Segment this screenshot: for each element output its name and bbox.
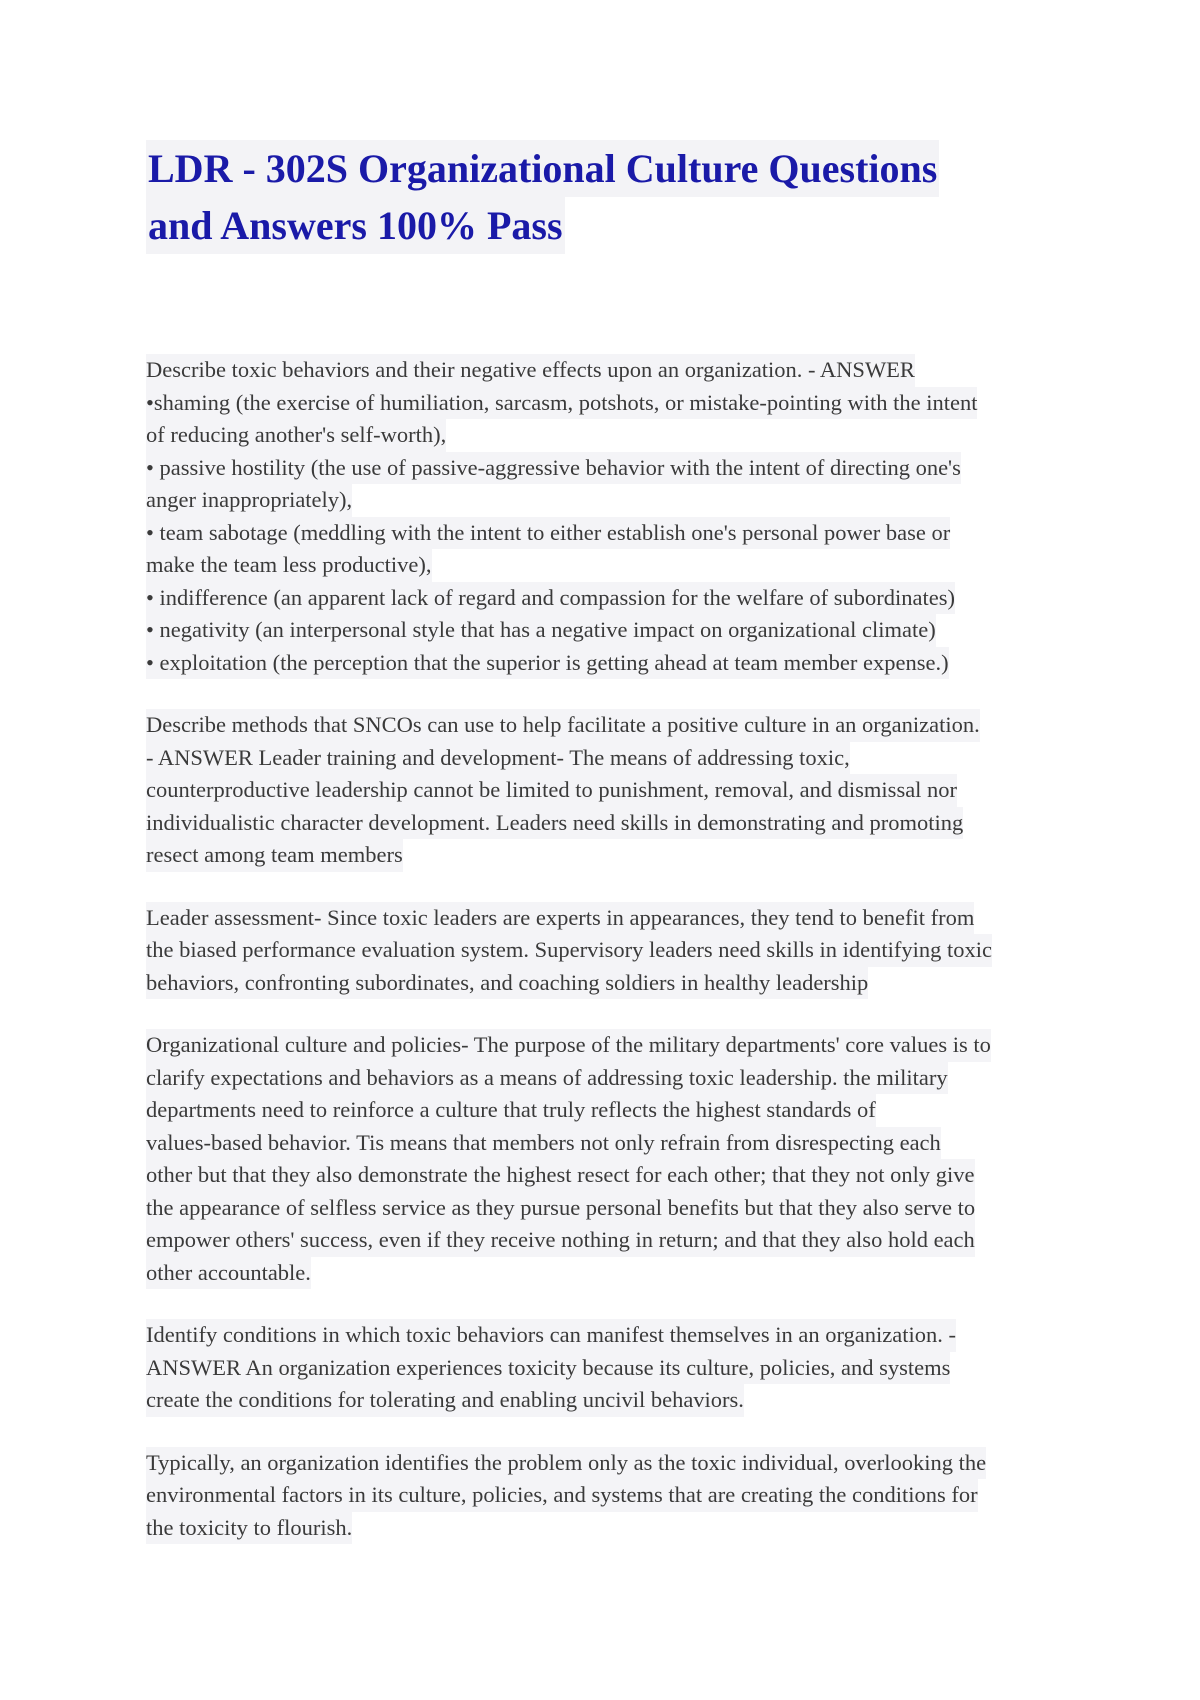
qa-paragraph xyxy=(146,709,1081,872)
text-line: • passive hostility (the use of passive-aggressive behavior with the intent of directing one's xyxy=(146,452,961,485)
text-line: Describe methods that SNCOs can use to help facilitate a positive culture in an organization. xyxy=(146,709,980,742)
text-line: - ANSWER Leader training and development- The means of addressing toxic, xyxy=(146,742,850,775)
text-line: counterproductive leadership cannot be limited to punishment, removal, and dismissal nor xyxy=(146,774,957,807)
text-line: Leader assessment- Since toxic leaders are experts in appearances, they tend to benefit from xyxy=(146,902,974,935)
text-line: the toxicity to flourish. xyxy=(146,1512,352,1545)
text-line: •shaming (the exercise of humiliation, sarcasm, potshots, or mistake-pointing with the intent xyxy=(146,387,977,420)
text-line: environmental factors in its culture, policies, and systems that are creating the conditions for xyxy=(146,1479,978,1512)
text-line: Identify conditions in which toxic behaviors can manifest themselves in an organization. - xyxy=(146,1319,956,1352)
qa-paragraph xyxy=(146,354,1081,679)
qa-paragraph xyxy=(146,1029,1081,1289)
text-line: empower others' success, even if they receive nothing in return; and that they also hold each xyxy=(146,1224,975,1257)
document-body xyxy=(146,354,1081,1574)
text-line: • negativity (an interpersonal style that has a negative impact on organizational climate) xyxy=(146,614,936,647)
qa-paragraph xyxy=(146,1319,1081,1417)
text-line: the appearance of selfless service as they pursue personal benefits but that they also serve to xyxy=(146,1192,975,1225)
text-line: • indifference (an apparent lack of regard and compassion for the welfare of subordinates) xyxy=(146,582,955,615)
text-line: Organizational culture and policies- The purpose of the military departments' core values is to xyxy=(146,1029,991,1062)
text-line: ANSWER An organization experiences toxicity because its culture, policies, and systems xyxy=(146,1352,950,1385)
text-line: individualistic character development. Leaders need skills in demonstrating and promoting xyxy=(146,807,963,840)
text-line: other but that they also demonstrate the highest resect for each other; that they not only give xyxy=(146,1159,975,1192)
text-line: make the team less productive), xyxy=(146,549,432,582)
text-line: • exploitation (the perception that the superior is getting ahead at team member expense.) xyxy=(146,647,949,680)
text-line: values-based behavior. Tis means that members not only refrain from disrespecting each xyxy=(146,1127,941,1160)
qa-paragraph xyxy=(146,1447,1081,1545)
text-line: clarify expectations and behaviors as a means of addressing toxic leadership. the military xyxy=(146,1062,948,1095)
text-line: departments need to reinforce a culture that truly reflects the highest standards of xyxy=(146,1094,876,1127)
text-line: anger inappropriately), xyxy=(146,484,352,517)
text-line: other accountable. xyxy=(146,1257,311,1290)
title-line-2: and Answers 100% Pass xyxy=(146,197,565,254)
text-line: create the conditions for tolerating and enabling uncivil behaviors. xyxy=(146,1384,744,1417)
text-line: the biased performance evaluation system. Supervisory leaders need skills in identifying toxic xyxy=(146,934,992,967)
page-title xyxy=(146,140,1046,254)
text-line: behaviors, confronting subordinates, and coaching soldiers in healthy leadership xyxy=(146,967,868,1000)
text-line: resect among team members xyxy=(146,839,403,872)
text-line: • team sabotage (meddling with the intent to either establish one's personal power base or xyxy=(146,517,950,550)
text-line: of reducing another's self-worth), xyxy=(146,419,446,452)
title-line-1: LDR - 302S Organizational Culture Questions xyxy=(146,140,939,197)
qa-paragraph xyxy=(146,902,1081,1000)
text-line: Describe toxic behaviors and their negative effects upon an organization. - ANSWER xyxy=(146,354,915,387)
text-line: Typically, an organization identifies the problem only as the toxic individual, overlooking the xyxy=(146,1447,986,1480)
